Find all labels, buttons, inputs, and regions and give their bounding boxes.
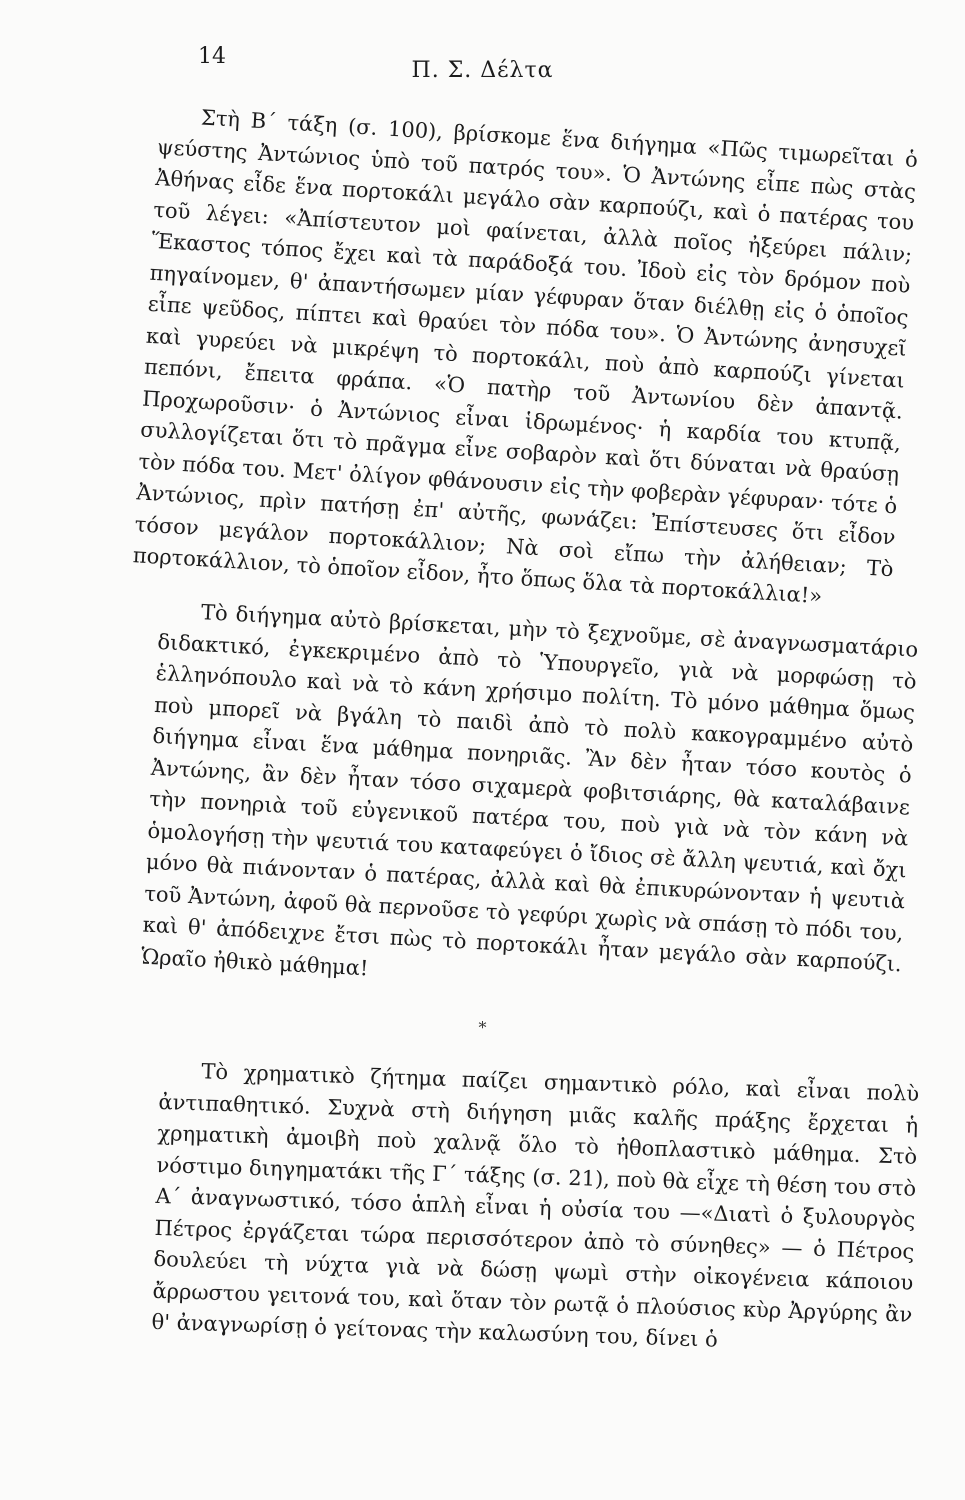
- text-block-2: [140, 595, 919, 1012]
- section-separator-asterisk: *: [478, 1018, 487, 1037]
- paragraph-2: Τὸ διήγημα αὐτὸ βρίσκεται, μὴν τὸ ξεχνοῦμε, σὲ ἀναγνωσματάριο διδακτικό, ἐγκεκριμένο ἀπὸ τὸ Ὑπουργεῖο, γιὰ νὰ μορφώσῃ τὸ ἑλληνόπουλο καὶ νὰ τὸ κάνη χρήσιμο πολίτη. Τὸ μόνο μάθημα ὅμως ποὺ μπορεῖ νὰ βγάλη τὸ παιδὶ ἀπὸ τὸ πολὺ κακογραμμένο αὐτὸ διήγημα εἶναι ἕνα μάθημα πονηριᾶς. Ἂν δὲν ἦταν τόσο κουτὸς ὁ Ἀντώνης, ἂν δὲν ἦταν τόσο σιχαμερὰ φοβιτσιάρης, θὰ καταλάβαινε τὴν πονηριὰ τοῦ εὐγενικοῦ πατέρα του, ποὺ γιὰ νὰ τὸν κάνη νὰ ὁμολογήσῃ τὴν ψευτιά του καταφεύγει ὁ ἴδιος σὲ ἄλλη ψευτιά, καὶ ὄχι μόνο θὰ πιάνονταν ὁ πατέρας, ἀλλὰ καὶ θὰ ἐπικυρώνονταν ἡ ψευτιὰ τοῦ Ἀντώνη, ἀφοῦ θὰ περνοῦσε τὸ γεφύρι χωρὶς νὰ σπάσῃ τὸ πόδι του, καὶ θ' ἀπόδειχνε ἔτσι πὼς τὸ πορτοκάλι ἦταν μεγάλο σὰν καρπούζι. Ὡραῖο ἠθικὸ μάθημα!: [140, 600, 919, 980]
- text-block-1: [132, 100, 919, 617]
- paragraph-1: Στὴ Β΄ τάξη (σ. 100), βρίσκομε ἕνα διήγημα «Πῶς τιμωρεῖται ὁ ψεύστης Ἀντώνιος ὑπὸ τοῦ πατρός του». Ὁ Ἀντώνης εἶπε πὼς στὰς Ἀθήνας εἶδε ἕνα πορτοκάλι μεγάλο σὰν καρπούζι, καὶ ὁ πατέρας του τοῦ λέγει: «Ἀπίστευτον μοὶ φαίνεται, ἀλλὰ ποῖος ἠξεύρει πάλιν; Ἕκαστος τόπος ἔχει καὶ τὰ παράδοξά του. Ἰδοὺ εἰς τὸν δρόμον ποὺ πηγαίνομεν, θ' ἀπαντήσωμεν μίαν γέφυραν ὅταν διέλθῃ εἰς ὁ ὁποῖος εἶπε ψεῦδος, πίπτει καὶ θραύει τὸν πόδα του». Ὁ Ἀντώνης ἀνησυχεῖ καὶ γυρεύει νὰ μικρέψη τὸ πορτοκάλι, ποὺ ἀπὸ καρπούζι γίνεται πεπόνι, ἔπειτα φράπα. «Ὁ πατὴρ τοῦ Ἀντωνίου δὲν ἀπαντᾷ. Προχωροῦσιν· ὁ Ἀντώνιος εἶναι ἱδρωμένος· ἡ καρδία του κτυπᾷ, συλλογίζεται ὅτι τὸ πρᾶγμα εἶνε σοβαρὸν καὶ ὅτι δύναται νὰ θραύσῃ τὸν πόδα του. Μετ' ὀλίγον φθάνουσιν εἰς τὴν φοβερὰν γέφυραν· τότε ὁ Ἀντώνιος, πρὶν πατήσῃ ἐπ' αὐτῆς, φωνάζει: Ἐπίστευσες ὅτι εἶδον τόσον μεγάλον πορτοκάλλιον; Νὰ σοὶ εἴπω τὴν ἀλήθειαν; Τὸ πορτοκάλλιον, τὸ ὁποῖον εἶδον, ἦτο ὅπως ὅλα τὰ πορτοκάλλια!»: [132, 105, 919, 609]
- page-number: 14: [198, 44, 226, 69]
- paragraph-3: Τὸ χρηματικὸ ζήτημα παίζει σημαντικὸ ρόλο, καὶ εἶναι πολὺ ἀντιπαθητικό. Συχνὰ στὴ διήγηση μιᾶς καλῆς πράξης ἔρχεται ἡ χρηματικὴ ἀμοιβὴ ποὺ χαλνᾷ ὅλο τὸ ἠθοπλαστικὸ μάθημα. Στὸ νόστιμο διηγηματάκι τῆς Γ΄ τάξης (σ. 21), ποὺ θὰ εἶχε τὴ θέση του στὸ Α΄ ἀναγνωστικό, τόσο ἁπλὴ εἶναι ἡ οὐσία του —«Διατὶ ὁ ξυλουργὸς Πέτρος ἐργάζεται τώρα περισσότερον ἀπὸ τὸ σύνηθες» — ὁ Πέτρος δουλεύει τὴ νύχτα γιὰ νὰ δώσῃ ψωμὶ στὴν οἰκογένεια κάποιου ἄρρωστου γειτονά του, καὶ ὅταν τὸν ρωτᾷ ὁ πλούσιος κὺρ Ἀργύρης ἂν θ' ἀναγνωρίσῃ ὁ γείτονας τὴν καλωσύνη του, δίνει ὁ: [151, 1059, 920, 1352]
- running-head: Π. Σ. Δέλτα: [411, 58, 554, 83]
- text-block-3: [151, 1055, 920, 1362]
